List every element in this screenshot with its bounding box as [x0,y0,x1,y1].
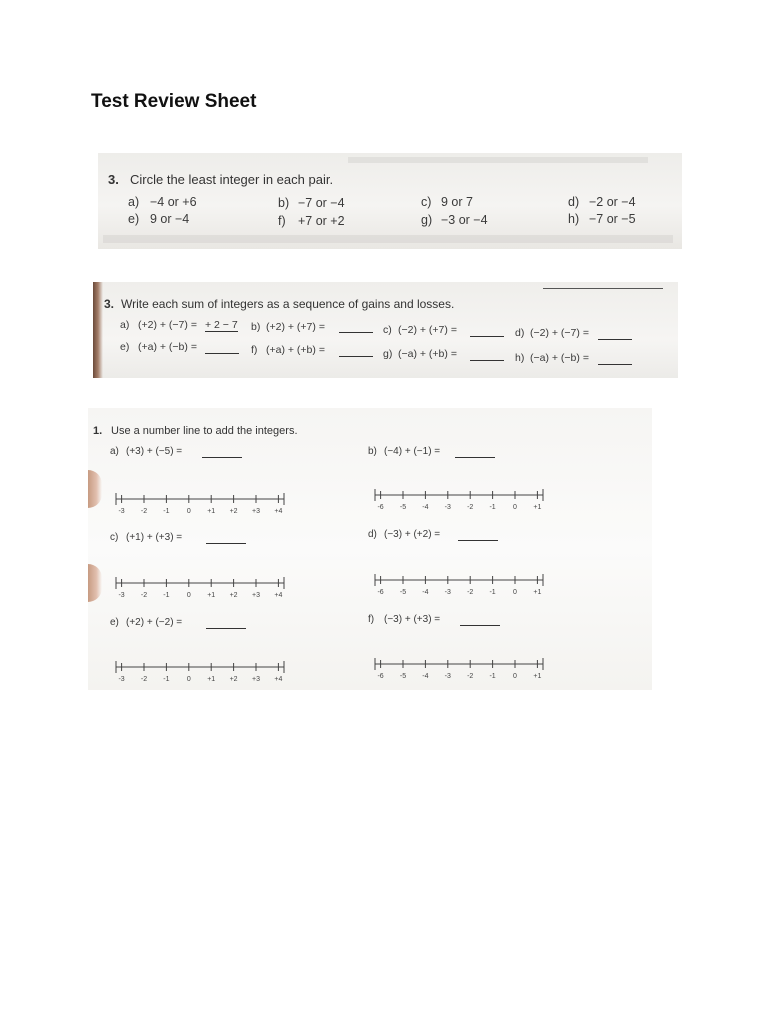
number-line-tick-label: +1 [207,508,216,515]
problem-number: 3. [108,172,119,187]
item-label: f) [368,614,375,625]
item-text: (+3) + (−5) = [126,446,183,457]
number-line[interactable] [116,576,290,600]
answer-blank[interactable] [455,457,495,458]
number-line-tick-label: 0 [186,676,191,683]
number-line-tick-label: 0 [186,592,191,599]
number-line[interactable] [375,657,549,681]
number-line-tick-label: +2 [229,676,238,683]
item-text: −2 or −4 [589,195,636,209]
number-line-tick-label: -2 [467,504,474,511]
number-line-tick-label: +1 [533,673,542,680]
number-line-svg [375,488,549,512]
answer-blank[interactable] [205,353,239,354]
item-text: (+2) + (−2) = [126,617,183,628]
item-text: −7 or −5 [589,212,636,226]
item-label: e) [110,617,119,628]
answer-blank[interactable] [470,336,504,337]
number-line-tick-label: -6 [377,504,384,511]
number-line-tick-label: +1 [207,676,216,683]
number-line[interactable] [375,573,549,597]
item-text: (+a) + (+b) = [266,344,325,356]
item-label: c) [110,532,119,543]
worksheet-photo-number-lines [88,408,652,690]
item-label: b) [368,446,377,457]
number-line-svg [116,576,290,600]
problem-number: 3. [104,297,115,311]
number-line-svg [116,660,290,684]
number-line-tick-label: -2 [140,676,148,683]
number-line-tick-label: -6 [377,589,384,596]
item-label: c) [421,195,432,209]
number-line-tick-label: -1 [489,589,496,596]
problem-instruction: Use a number line to add the integers. [111,425,298,437]
number-line-tick-label: +2 [229,508,238,515]
item-text: −7 or −4 [298,196,345,210]
answer-blank[interactable] [339,332,373,333]
number-line-svg [375,657,549,681]
number-line-tick-label: -1 [163,592,170,599]
number-line-tick-label: -5 [399,673,407,680]
number-line[interactable] [116,660,290,684]
item-text: (−3) + (+2) = [384,529,441,540]
item-label: f) [251,344,258,356]
number-line-tick-label: 0 [513,673,517,680]
item-text: (+1) + (+3) = [126,532,183,543]
number-line-tick-label: -2 [467,673,474,680]
worksheet-photo-least-integer [98,153,682,249]
number-line-tick-label: -4 [422,504,429,511]
answer-blank[interactable] [206,543,246,544]
number-line-tick-label: -3 [444,589,451,596]
item-label: e) [128,212,140,226]
item-label: d) [368,529,377,540]
answer-blank[interactable] [339,356,373,357]
item-text: (−4) + (−1) = [384,446,441,457]
number-line-tick-label: -3 [118,508,125,515]
answer-blank[interactable] [470,360,504,361]
number-line-tick-label: -1 [163,508,170,515]
number-line-tick-label: +1 [533,589,542,596]
page-title: Test Review Sheet [91,91,257,112]
fingertip [88,470,102,508]
item-label: a) [128,195,140,209]
item-text: −3 or −4 [441,213,488,227]
number-line-tick-label: +2 [229,592,238,599]
item-label: b) [278,196,290,210]
item-label: a) [110,446,119,457]
number-line-tick-label: -3 [444,504,451,511]
bleed-through-text [348,157,648,163]
number-line-tick-label: -6 [377,673,384,680]
number-line-tick-label: -1 [163,676,170,683]
number-line-tick-label: -1 [489,673,496,680]
number-line-tick-label: -3 [118,592,125,599]
item-label: d) [568,195,580,209]
number-line-tick-label: -2 [140,592,148,599]
answer-blank[interactable] [206,628,246,629]
number-line-tick-label: +4 [274,676,283,683]
item-answer: + 2 − 7 [205,319,238,331]
problem-number: 1. [93,425,103,437]
item-label: b) [251,321,261,333]
item-label: g) [383,348,393,360]
item-text: (−2) + (−7) = [530,327,589,339]
item-text: +7 or +2 [298,214,345,228]
answer-blank[interactable] [202,457,242,458]
number-line[interactable] [116,492,290,516]
page-edge-shadow [93,282,103,378]
number-line-tick-label: +1 [207,592,216,599]
problem-instruction: Circle the least integer in each pair. [130,172,334,187]
item-text: (−a) + (−b) = [530,352,589,364]
number-line-tick-label: 0 [513,589,517,596]
number-line-tick-label: -4 [422,589,429,596]
number-line-tick-label: 0 [513,504,517,511]
answer-blank[interactable] [460,625,500,626]
item-label: d) [515,327,525,339]
number-line-tick-label: 0 [186,508,191,515]
worksheet-photo-gains-losses [93,282,678,378]
item-text: (+2) + (−7) = [138,319,197,331]
number-line-tick-label: +1 [533,504,542,511]
divider-line [543,288,663,289]
item-text: (−2) + (+7) = [398,324,457,336]
number-line-tick-label: +3 [252,508,260,515]
fingertip [88,564,102,602]
number-line-tick-label: -3 [118,676,125,683]
item-text: (+2) + (+7) = [266,321,325,333]
number-line-tick-label: -2 [467,589,474,596]
item-label: c) [383,324,392,336]
item-text: 9 or 7 [441,195,473,209]
number-line-tick-label: +3 [252,676,260,683]
number-line-svg [116,492,290,516]
number-line-tick-label: +4 [274,508,283,515]
item-label: e) [120,341,130,353]
item-label: h) [515,352,525,364]
number-line-tick-label: +3 [252,592,260,599]
item-text: (−a) + (+b) = [398,348,457,360]
bleed-through-text [103,235,673,243]
number-line-tick-label: +4 [274,592,283,599]
item-text: (+a) + (−b) = [138,341,197,353]
answer-blank[interactable] [598,339,632,340]
number-line-svg [375,573,549,597]
item-label: f) [278,214,286,228]
answer-blank[interactable] [458,540,498,541]
problem-instruction: Write each sum of integers as a sequence of gains and losses. [121,297,455,311]
number-line-tick-label: -4 [422,673,429,680]
number-line-tick-label: -5 [399,589,407,596]
number-line-tick-label: -3 [444,673,451,680]
item-label: a) [120,319,130,331]
number-line-tick-label: -2 [140,508,148,515]
answer-blank[interactable] [598,364,632,365]
item-text: −4 or +6 [150,195,197,209]
item-label: g) [421,213,433,227]
item-text: 9 or −4 [150,212,190,226]
item-text: (−3) + (+3) = [384,614,441,625]
item-label: h) [568,212,580,226]
number-line-tick-label: -5 [399,504,407,511]
number-line-tick-label: -1 [489,504,496,511]
number-line[interactable] [375,488,549,512]
